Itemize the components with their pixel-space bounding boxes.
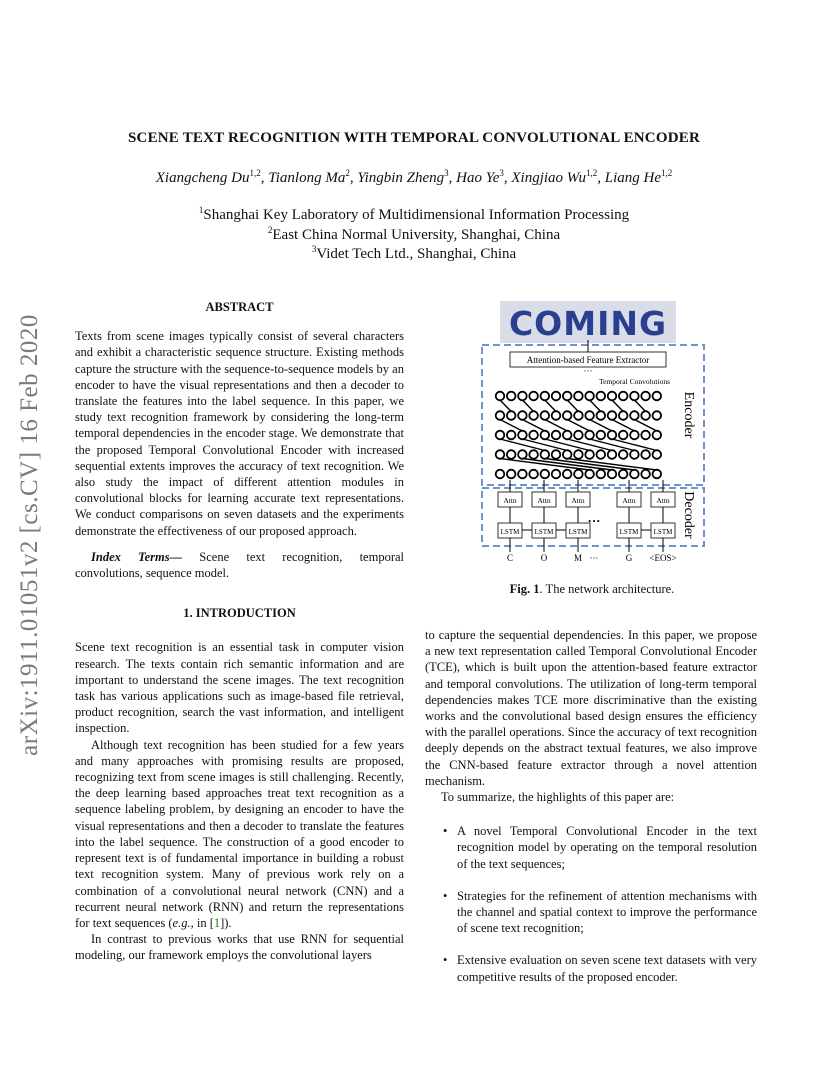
figure-network-architecture bbox=[480, 300, 708, 565]
conv-node bbox=[552, 470, 561, 479]
conv-node bbox=[630, 450, 639, 459]
intro-paragraph: Although text recognition has been studied for a few years and many approaches with promising results are proposed, recognizing text from scene images is still challenging. Recently, the deep learning based approaches treat text recognition as a sequence labeling problem, by designing an encoder to have the visual representations and then a decoder to translate the features into the label sequence. The construction of a good encoder to represent text is of fundamental importance in building a robust text recognition system. Many of previous work rely on a combination of a convolutional neural network (CNN) and a recurrent neural network (RNN) and return the representations for text sequences (e.g., in [1]). bbox=[75, 737, 404, 930]
attn-label: Attn bbox=[537, 496, 551, 505]
conv-node bbox=[552, 392, 561, 401]
conv-link bbox=[612, 400, 623, 412]
conv-node bbox=[608, 431, 617, 440]
attn-label: Attn bbox=[622, 496, 636, 505]
conv-link bbox=[634, 420, 656, 432]
output-char: C bbox=[506, 553, 514, 563]
decoder-label: Decoder bbox=[681, 491, 696, 539]
temporal-convolutions-label: Temporal Convolutions bbox=[599, 377, 670, 386]
conv-node bbox=[597, 392, 606, 401]
conv-node bbox=[507, 411, 516, 420]
left-column bbox=[75, 299, 404, 964]
conv-node bbox=[496, 431, 505, 440]
list-item: • Strategies for the refinement of attention mechanisms with the channel and spatial context to improve the performance of scene text recognition; bbox=[443, 888, 757, 936]
conv-node bbox=[653, 411, 662, 420]
conv-node bbox=[641, 431, 650, 440]
temporal-conv-grid bbox=[496, 392, 661, 479]
input-image-word: COMING bbox=[508, 304, 668, 343]
conv-link bbox=[567, 420, 589, 432]
conv-node bbox=[541, 411, 550, 420]
conv-node bbox=[552, 411, 561, 420]
conv-node bbox=[552, 450, 561, 459]
conv-node bbox=[529, 470, 538, 479]
conv-node bbox=[619, 411, 628, 420]
conv-link bbox=[522, 439, 567, 451]
lstm-label: LSTM bbox=[500, 528, 520, 536]
right-column bbox=[425, 627, 757, 1001]
attn-label: Attn bbox=[503, 496, 517, 505]
conv-node bbox=[585, 392, 594, 401]
conv-node bbox=[518, 431, 527, 440]
conv-node bbox=[574, 470, 583, 479]
conv-node bbox=[641, 470, 650, 479]
author: Hao Ye$^3$ bbox=[456, 168, 504, 186]
intro-paragraph: To summarize, the highlights of this paper are: bbox=[441, 790, 675, 805]
conv-node bbox=[585, 431, 594, 440]
conv-node bbox=[597, 411, 606, 420]
conv-node bbox=[585, 450, 594, 459]
conv-node bbox=[608, 450, 617, 459]
conv-node bbox=[541, 470, 550, 479]
conv-node bbox=[585, 470, 594, 479]
conv-node bbox=[496, 411, 505, 420]
author: Liang He$^{1,2}$ bbox=[604, 168, 673, 186]
conv-link bbox=[522, 400, 533, 412]
conv-node bbox=[496, 470, 505, 479]
conv-link bbox=[590, 420, 612, 432]
conv-node bbox=[496, 450, 505, 459]
conv-node bbox=[541, 450, 550, 459]
conv-link bbox=[612, 420, 634, 432]
conv-node bbox=[563, 392, 572, 401]
conv-node bbox=[563, 470, 572, 479]
conv-link bbox=[500, 439, 545, 451]
figure-caption: Fig. 1. The network architecture. bbox=[509, 582, 675, 596]
lstm-label: LSTM bbox=[619, 528, 639, 536]
arxiv-stamp bbox=[0, 300, 60, 770]
citation-link[interactable]: 1 bbox=[213, 915, 221, 930]
affiliation: $^3$Videt Tech Ltd., Shanghai, China bbox=[311, 244, 517, 262]
conv-node bbox=[563, 411, 572, 420]
conv-node bbox=[641, 450, 650, 459]
conv-node bbox=[641, 411, 650, 420]
paper-title: SCENE TEXT RECOGNITION WITH TEMPORAL CONVOLUTIONAL ENCODER bbox=[128, 130, 700, 146]
list-item: • A novel Temporal Convolutional Encoder in the text recognition model by operating on the temporal resolution of the text sequences; bbox=[443, 824, 757, 871]
conv-node bbox=[630, 411, 639, 420]
conv-node bbox=[507, 470, 516, 479]
conv-node bbox=[574, 392, 583, 401]
conv-node bbox=[563, 431, 572, 440]
conv-node bbox=[529, 431, 538, 440]
conv-node bbox=[630, 392, 639, 401]
conv-node bbox=[653, 450, 662, 459]
abstract-text: Texts from scene images typically consist of several characters and exhibit a characteristic sequence structure. Existing methods capture the structure with the sequence-to-sequence models by an encoder to have the visual representations and then a decoder to translate the features into the label sequence. In this paper, we study text recognition framework by considering the long-term temporal dependencies in the encoder stage. We demonstrate that the proposed Temporal Convolutional Encoder with increased sequential extents improves the accuracy of text recognition. We also study the impact of different attention modules in convolutional blocks for learning accurate text representations. We conduct comparisons on seven datasets and the experiments demonstrate the effectiveness of our proposed approach. bbox=[75, 329, 404, 538]
conv-node bbox=[563, 450, 572, 459]
conv-node bbox=[529, 392, 538, 401]
conv-node bbox=[518, 470, 527, 479]
lstm-label: LSTM bbox=[568, 528, 588, 536]
conv-node bbox=[619, 431, 628, 440]
intro-paragraph: Scene text recognition is an essential task in computer vision research. The texts contain rich semantic information and are important to understand the scene images. The text recognition task has various applications such as image-based file retrieval, product recognition, search the vast information, and intelligent inspection. bbox=[75, 640, 404, 736]
conv-link bbox=[545, 459, 635, 471]
conv-node bbox=[574, 411, 583, 420]
architecture-diagram bbox=[480, 300, 708, 565]
output-char: G bbox=[625, 553, 633, 563]
affiliation: $^1$Shanghai Key Laboratory of Multidimensional Information Processing bbox=[198, 205, 630, 223]
conv-node bbox=[529, 411, 538, 420]
conv-link bbox=[522, 420, 544, 432]
conv-node bbox=[608, 470, 617, 479]
encoder-label: Encoder bbox=[681, 391, 696, 439]
intro-paragraph: to capture the sequential dependencies. In this paper, we propose a new text representation called Temporal Convolutional Encoder (TCE), which is built upon the attention-based feature extractor and temporal convolutions. The utilization of long-term temporal dependencies makes TCE more discriminative than the existing works and the convolutional based design ensures the efficiency with the parallel operations. Since the accuracy of text recognition deeply depends on the abstract textual features, we also improve the CNN-based feature extractor through a novel attention mechanism. bbox=[425, 628, 757, 788]
author: Tianlong Ma$^2$ bbox=[268, 168, 350, 186]
conv-node bbox=[507, 431, 516, 440]
conv-node bbox=[653, 431, 662, 440]
conv-node bbox=[619, 450, 628, 459]
conv-node bbox=[518, 450, 527, 459]
conv-link bbox=[567, 400, 578, 412]
conv-link bbox=[545, 400, 556, 412]
conv-link bbox=[522, 459, 612, 471]
attn-label: Attn bbox=[656, 496, 670, 505]
conv-node bbox=[574, 431, 583, 440]
lstm-label: LSTM bbox=[534, 528, 554, 536]
author: Xiangcheng Du$^{1,2}$ bbox=[155, 168, 261, 186]
conv-node bbox=[619, 470, 628, 479]
conv-link bbox=[500, 420, 522, 432]
abstract-heading: ABSTRACT bbox=[205, 300, 274, 314]
author-list: Xiangcheng Du$^{1,2}$, Tianlong Ma$^2$, Yingbin Zheng$^3$, Hao Ye$^3$, Xingjiao Wu$^{1,2}$, Liang He$^{1,2}$ bbox=[155, 168, 673, 186]
conv-node bbox=[653, 392, 662, 401]
conv-node bbox=[507, 450, 516, 459]
conv-node bbox=[585, 411, 594, 420]
conv-node bbox=[597, 450, 606, 459]
arxiv-id: arXiv:1911.01051v2 [cs.CV] 16 Feb 2020 bbox=[16, 314, 43, 756]
list-item: • Extensive evaluation on seven scene text datasets with very competitive results of the proposed encoder. bbox=[443, 953, 757, 984]
conv-link bbox=[545, 439, 590, 451]
conv-node bbox=[597, 470, 606, 479]
feature-extractor-label: Attention-based Feature Extractor bbox=[526, 355, 650, 365]
conv-node bbox=[552, 431, 561, 440]
conv-node bbox=[608, 392, 617, 401]
conv-node bbox=[630, 470, 639, 479]
author: Yingbin Zheng$^3$ bbox=[357, 168, 449, 186]
conv-node bbox=[641, 392, 650, 401]
conv-link bbox=[590, 439, 635, 451]
conv-node bbox=[619, 392, 628, 401]
output-char: O bbox=[540, 553, 548, 563]
intro-paragraph: In contrast to previous works that use RNN for sequential modeling, our framework employs the convolutional layers bbox=[75, 932, 404, 963]
conv-link bbox=[612, 439, 657, 451]
attn-label: Attn bbox=[571, 496, 585, 505]
ellipsis: ··· bbox=[587, 513, 601, 528]
conv-node bbox=[507, 392, 516, 401]
conv-link bbox=[567, 439, 612, 451]
ellipsis: ··· bbox=[589, 553, 599, 563]
conv-node bbox=[597, 431, 606, 440]
conv-node bbox=[541, 431, 550, 440]
introduction-heading: 1. INTRODUCTION bbox=[183, 606, 296, 621]
ellipsis: ··· bbox=[583, 366, 593, 376]
conv-node bbox=[518, 411, 527, 420]
conv-node bbox=[496, 392, 505, 401]
affiliation: $^2$East China Normal University, Shanghai, China bbox=[267, 225, 561, 243]
conv-node bbox=[653, 470, 662, 479]
conv-node bbox=[541, 392, 550, 401]
conv-link bbox=[500, 400, 511, 412]
conv-link bbox=[634, 400, 645, 412]
conv-link bbox=[590, 400, 601, 412]
conv-node bbox=[608, 411, 617, 420]
output-char: <EOS> bbox=[649, 553, 677, 563]
index-terms: Index Terms— Scene text recognition, temporal convolutions, sequence model. bbox=[75, 549, 404, 581]
conv-node bbox=[630, 431, 639, 440]
highlights-list bbox=[425, 823, 757, 985]
output-char: M bbox=[573, 553, 583, 563]
conv-link bbox=[545, 420, 567, 432]
author: Xingjiao Wu$^{1,2}$ bbox=[511, 168, 598, 186]
conv-node bbox=[518, 392, 527, 401]
lstm-label: LSTM bbox=[653, 528, 673, 536]
conv-node bbox=[529, 450, 538, 459]
conv-node bbox=[574, 450, 583, 459]
